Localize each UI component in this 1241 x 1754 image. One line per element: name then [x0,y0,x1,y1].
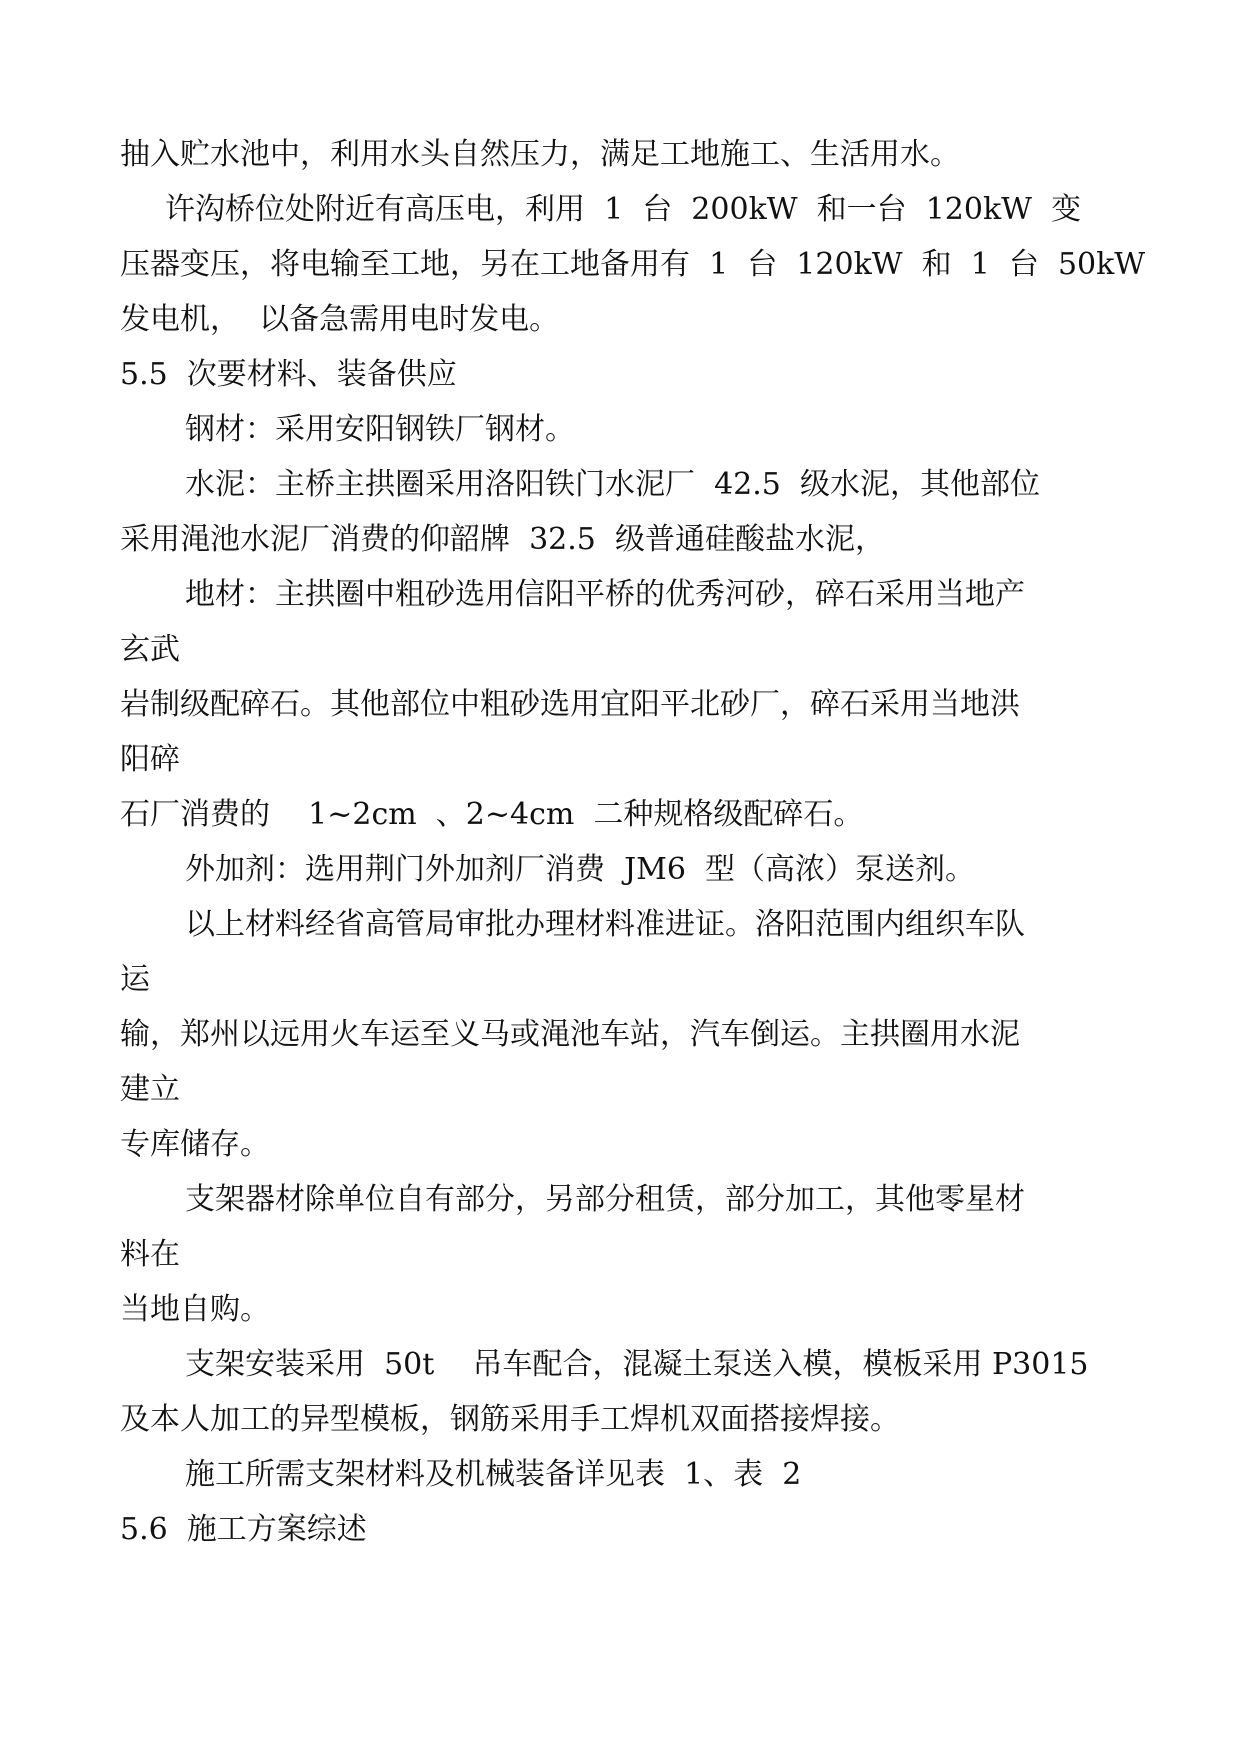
paragraph-line: 地材：主拱圈中粗砂选用信阳平桥的优秀河砂，碎石采用当地产 [185,577,1025,612]
section-heading: 5.6 施工方案综述 [120,1512,367,1547]
paragraph-line: 岩制级配碎石。其他部位中粗砂选用宜阳平北砂厂，碎石采用当地洪 [120,687,1020,722]
paragraph-line: 发电机， 以备急需用电时发电。 [120,302,560,337]
paragraph-line: 水泥：主桥主拱圈采用洛阳铁门水泥厂 42.5 级水泥，其他部位 [185,467,1040,502]
paragraph-line: 玄武 [120,632,180,667]
paragraph-line: 建立 [120,1072,180,1107]
paragraph-line: 石厂消费的 1~2cm 、2~4cm 二种规格级配碎石。 [120,797,864,832]
paragraph-line: 钢材：采用安阳钢铁厂钢材。 [185,412,575,447]
paragraph-line: 许沟桥位处附近有高压电，利用 1 台 200kW 和一台 120kW 变 [165,192,1082,227]
paragraph-line: 输，郑州以远用火车运至义马或渑池车站，汽车倒运。主拱圈用水泥 [120,1017,1020,1052]
paragraph-line: 施工所需支架材料及机械装备详见表 1、表 2 [185,1457,802,1492]
paragraph-line: 支架安装采用 50t 吊车配合，混凝土泵送入模，模板采用 P3015 [185,1347,1089,1382]
paragraph-line: 当地自购。 [120,1292,270,1327]
paragraph-line: 以上材料经省高管局审批办理材料准进证。洛阳范围内组织车队 [185,907,1025,942]
paragraph-line: 运 [120,962,150,997]
paragraph-line: 支架器材除单位自有部分，另部分租赁，部分加工，其他零星材 [185,1182,1025,1217]
paragraph-line: 压器变压，将电输至工地，另在工地备用有 1 台 120kW 和 1 台 50kW [120,247,1146,282]
paragraph-line: 采用渑池水泥厂消费的仰韶牌 32.5 级普通硅酸盐水泥， [120,522,885,557]
paragraph-line: 专库储存。 [120,1127,270,1162]
section-heading: 5.5 次要材料、装备供应 [120,357,457,392]
paragraph-line: 抽入贮水池中，利用水头自然压力，满足工地施工、生活用水。 [120,137,960,172]
paragraph-line: 外加剂：选用荆门外加剂厂消费 JM6 型（高浓）泵送剂。 [185,852,975,887]
paragraph-line: 及本人加工的异型模板，钢筋采用手工焊机双面搭接焊接。 [120,1402,900,1437]
paragraph-line: 料在 [120,1237,180,1272]
paragraph-line: 阳碎 [120,742,180,777]
